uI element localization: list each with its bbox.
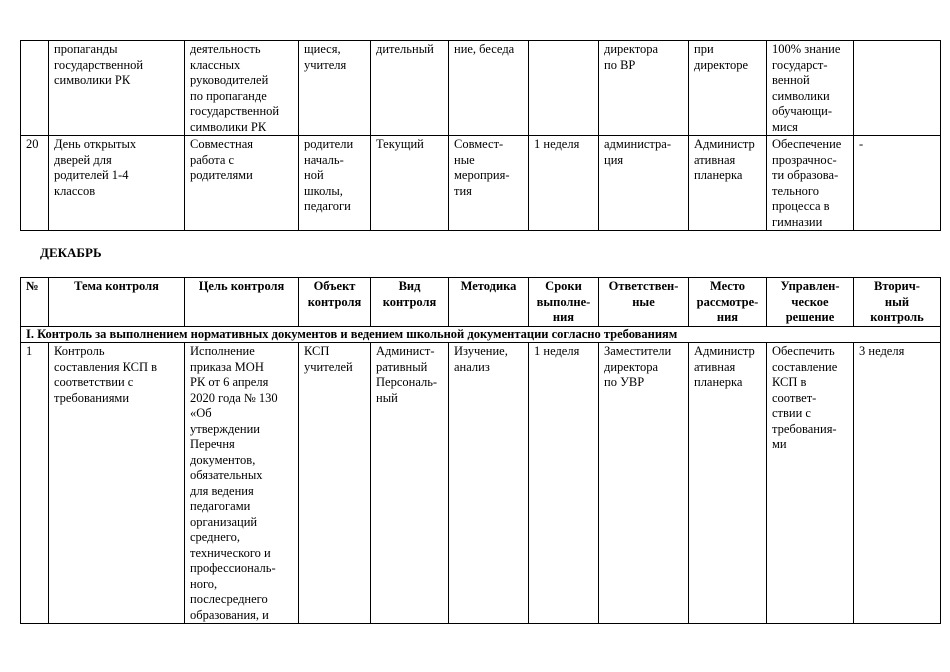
control-terms: 1 неделя <box>529 136 599 231</box>
review-place: Администр ативная планерка <box>689 136 767 231</box>
secondary-control: - <box>854 136 941 231</box>
control-topic: День открытых дверей для родителей 1-4 классов <box>49 136 185 231</box>
control-type: дительный <box>371 41 449 136</box>
header-type: Вид контроля <box>371 278 449 327</box>
control-goal: Совместная работа с родителями <box>185 136 299 231</box>
control-type: Текущий <box>371 136 449 231</box>
header-place: Место рассмотре- ния <box>689 278 767 327</box>
review-place: Администр ативная планерка <box>689 343 767 624</box>
header-method: Методика <box>449 278 529 327</box>
row-number: 1 <box>21 343 49 624</box>
control-type: Админист- ративный Персональ- ный <box>371 343 449 624</box>
header-decision: Управлен- ческое решение <box>767 278 854 327</box>
section-title: I. Контроль за выполнением нормативных документов и ведением школьной документации согласно требованиям <box>21 326 941 343</box>
control-terms: 1 неделя <box>529 343 599 624</box>
continued-plan-table <box>20 40 941 231</box>
control-method: Совмест- ные мероприя- тия <box>449 136 529 231</box>
table-row <box>21 343 941 624</box>
control-terms <box>529 41 599 136</box>
secondary-control <box>854 41 941 136</box>
header-number: № <box>21 278 49 327</box>
control-object: КСП учителей <box>299 343 371 624</box>
management-decision: Обеспечение прозрачнос- ти образова- тельного процесса в гимназии <box>767 136 854 231</box>
table-row <box>21 136 941 231</box>
control-responsible: директора по ВР <box>599 41 689 136</box>
control-responsible: Заместители директора по УВР <box>599 343 689 624</box>
row-number <box>21 41 49 136</box>
control-method: ние, беседа <box>449 41 529 136</box>
control-topic: пропаганды государственной символики РК <box>49 41 185 136</box>
month-title: ДЕКАБРЬ <box>40 245 102 260</box>
control-responsible: администра- ция <box>599 136 689 231</box>
header-object: Объект контроля <box>299 278 371 327</box>
section-row <box>21 326 941 343</box>
table-row <box>21 41 941 136</box>
december-control-table <box>20 277 941 624</box>
control-goal: Исполнение приказа МОН РК от 6 апреля 2020 года № 130 «Об утверждении Перечня документов, обязательных для ведения педагогами организаций среднего, технического и профессиональ- ного, послесреднего образования, и <box>185 343 299 624</box>
review-place: при директоре <box>689 41 767 136</box>
row-number: 20 <box>21 136 49 231</box>
management-decision: 100% знание государст- венной символики обучающи- мися <box>767 41 854 136</box>
control-goal: деятельность классных руководителей по пропаганде государственной символики РК <box>185 41 299 136</box>
table-header-row <box>21 278 941 327</box>
header-responsible: Ответствен- ные <box>599 278 689 327</box>
header-terms: Сроки выполне- ния <box>529 278 599 327</box>
header-topic: Тема контроля <box>49 278 185 327</box>
control-object: родители началь- ной школы, педагоги <box>299 136 371 231</box>
header-secondary: Вторич- ный контроль <box>854 278 941 327</box>
control-method: Изучение, анализ <box>449 343 529 624</box>
control-topic: Контроль составления КСП в соответствии с требованиями <box>49 343 185 624</box>
control-object: щиеся, учителя <box>299 41 371 136</box>
management-decision: Обеспечить составление КСП в соответ- ствии с требования- ми <box>767 343 854 624</box>
secondary-control: 3 неделя <box>854 343 941 624</box>
header-goal: Цель контроля <box>185 278 299 327</box>
